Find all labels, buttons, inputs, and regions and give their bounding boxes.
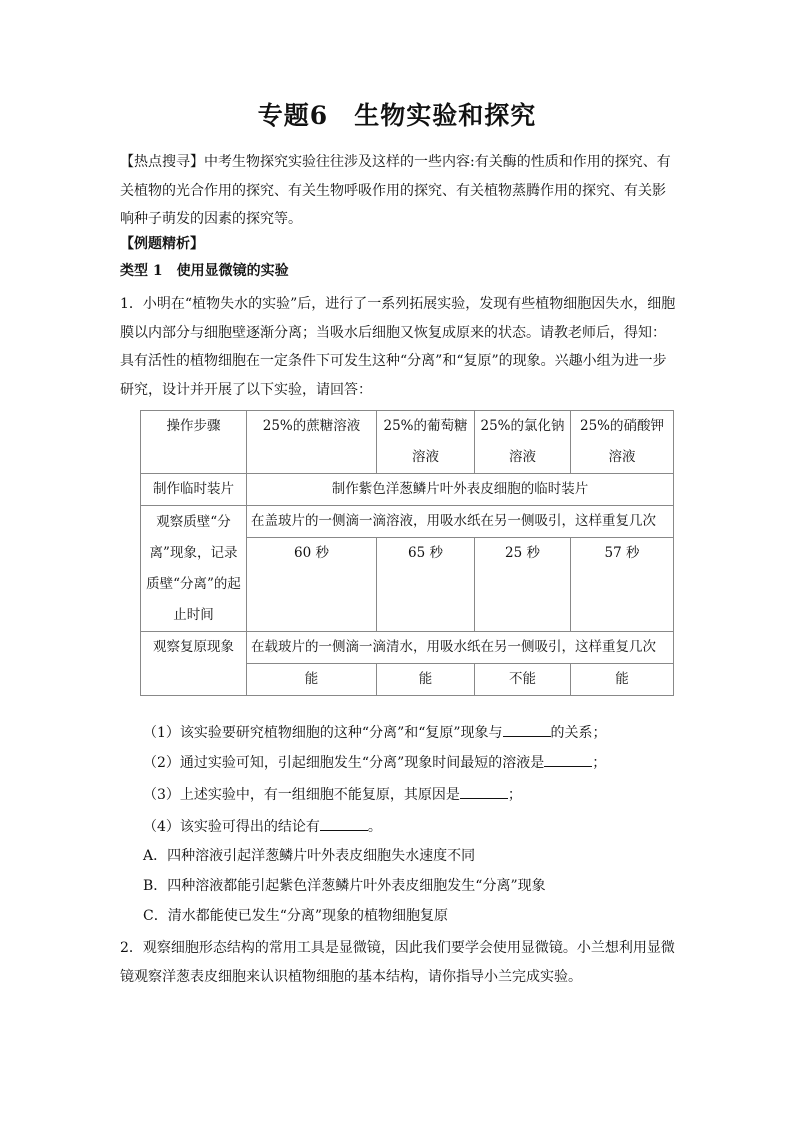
row-label: 观察复原现象 [141,632,247,696]
sub-question-2-tail: ； [592,755,607,771]
table-cell: 制作紫色洋葱鳞片叶外表皮细胞的临时装片 [247,474,674,506]
sub-question-4-text: （4）该实验可得出的结论有 [143,819,320,835]
table-cell: 25 秒 [475,538,571,632]
sub-question-4 [143,815,382,837]
table-cell: 能 [247,664,377,696]
question-2-text: 2．观察细胞形态结构的常用工具是显微镜，因此我们要学会使用显微镜。小兰想利用显微镜观察洋葱表皮细胞来认识植物细胞的基本结构，请你指导小兰完成实验。 [120,940,675,985]
sub-question-3-text: （3）上述实验中，有一组细胞不能复原，其原因是 [143,787,460,803]
table-cell: 在载玻片的一侧滴一滴清水，用吸水纸在另一侧吸引，这样重复几次 [247,632,674,664]
header-cell: 25%的氯化钠溶液 [475,411,571,474]
option-c: C．清水都能使已发生“分离”现象的植物细胞复原 [143,908,449,924]
hot-search-paragraph: 【热点搜寻】中考生物探究实验往往涉及这样的一些内容:有关酶的性质和作用的探究、有关植物的光合作用的探究、有关生物呼吸作用的探究、有关植物蒸腾作用的探究、有关影响种子萌发的因素的探究等。 [120,154,671,227]
type1-heading: 类型 1 使用显微镜的实验 [120,263,289,279]
header-cell: 操作步骤 [141,411,247,474]
example-heading: 【例题精析】 [120,236,204,252]
table-cell: 在盖玻片的一侧滴一滴溶液，用吸水纸在另一侧吸引，这样重复几次 [247,506,674,538]
sub-question-4-tail: 。 [367,819,382,835]
table-cell: 能 [377,664,475,696]
table-row [141,632,674,664]
table-cell: 65 秒 [377,538,475,632]
sub-question-3-tail: ； [507,787,522,803]
option-b: B．四种溶液都能引起紫色洋葱鳞片叶外表皮细胞发生“分离”现象 [143,878,546,894]
page-title: 专题6 生物实验和探究 [257,101,537,130]
question-1-text: 1．小明在“植物失水的实验”后，进行了一系列拓展实验，发现有些植物细胞因失水，细胞膜以内部分与细胞壁逐渐分离；当吸水后细胞又恢复成原来的状态。请教老师后，得知：具有活性的植物细胞在一定条件下可发生这种“分离”和“复原”的现象。兴趣小组为进一步研究，设计并开展了以下实验，请回答： [120,296,676,398]
table-header-row [141,411,674,474]
answer-blank [503,721,551,737]
table-cell: 60 秒 [247,538,377,632]
table-row [141,474,674,506]
header-cell: 25%的硝酸钾溶液 [571,411,674,474]
table-cell: 57 秒 [571,538,674,632]
table-cell: 不能 [475,664,571,696]
option-a: A．四种溶液引起洋葱鳞片叶外表皮细胞失水速度不同 [143,848,476,864]
table-cell: 能 [571,664,674,696]
sub-question-1 [143,721,607,743]
header-cell: 25%的蔗糖溶液 [247,411,377,474]
answer-blank [460,783,508,799]
question-1-intro [120,290,676,404]
sub-question-2-text: （2）通过实验可知，引起细胞发生“分离”现象时间最短的溶液是 [143,755,545,771]
experiment-table [140,410,674,696]
sub-question-1-text: （1）该实验要研究植物细胞的这种“分离”和“复原”现象与 [143,725,503,741]
sub-question-2 [143,751,606,773]
sub-question-3 [143,783,522,805]
answer-blank [544,751,592,767]
table-row [141,506,674,538]
answer-blank [320,815,368,831]
row-label: 制作临时装片 [141,474,247,506]
row-label: 观察质壁“分离”现象，记录质壁“分离”的起止时间 [141,506,247,632]
header-cell: 25%的葡萄糖溶液 [377,411,475,474]
sub-question-1-tail: 的关系； [550,725,607,741]
